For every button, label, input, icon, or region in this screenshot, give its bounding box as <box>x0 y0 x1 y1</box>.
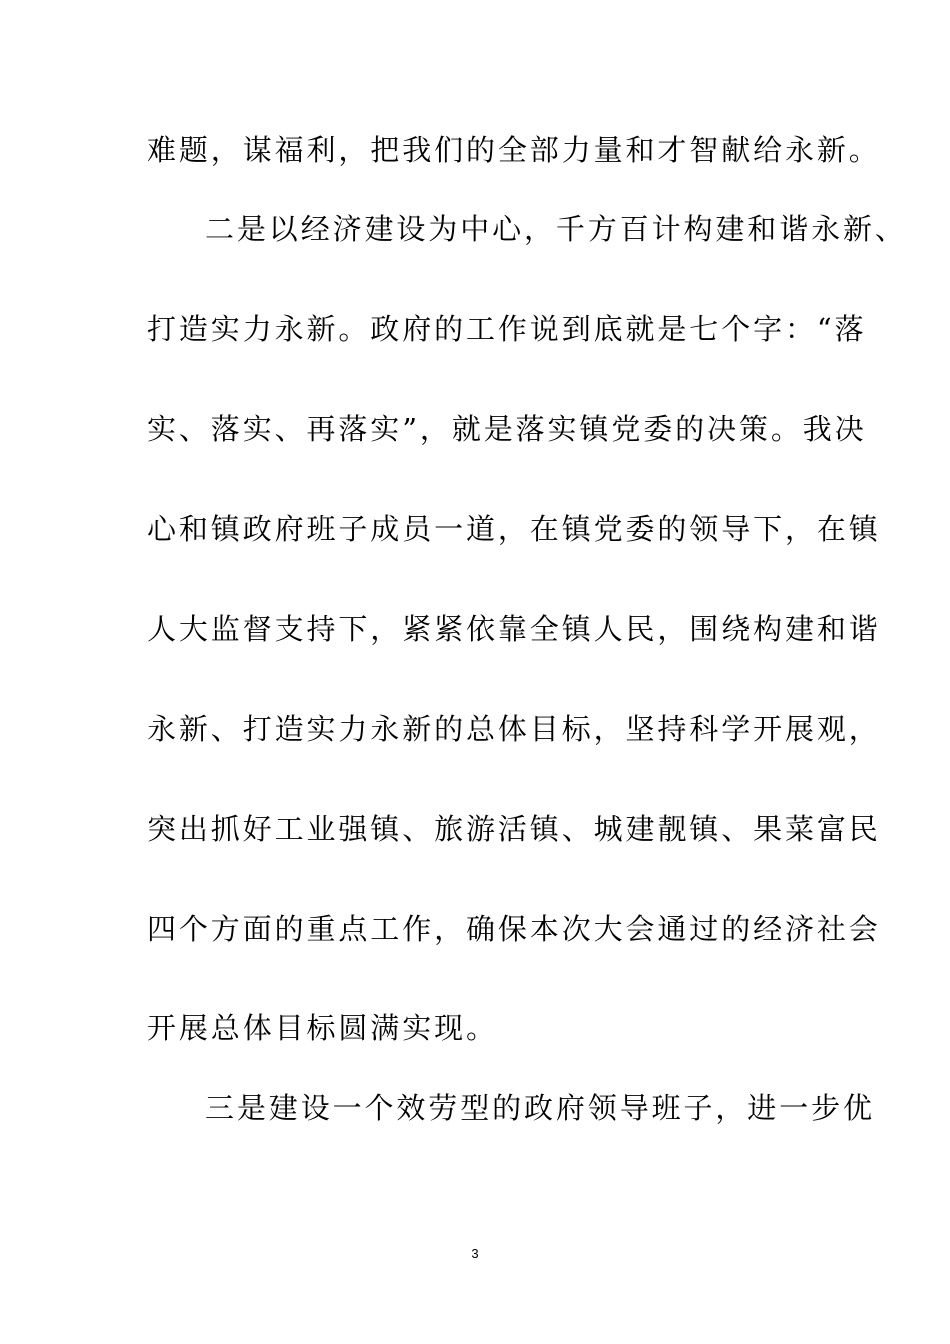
text-line: 四个方面的重点工作，确保本次大会通过的经济社会 <box>147 912 881 946</box>
text-line: 实、落实、再落实”，就是落实镇党委的决策。我决 <box>147 412 867 446</box>
paragraph-first-line: 二是以经济建设为中心，千方百计构建和谐永新、 <box>205 212 907 246</box>
text-line: 开展总体目标圆满实现。 <box>147 1011 498 1045</box>
paragraph-first-line: 三是建设一个效劳型的政府领导班子，进一步优 <box>205 1091 875 1125</box>
text-line: 难题，谋福利，把我们的全部力量和才智献给永新。 <box>147 133 881 167</box>
text-line: 突出抓好工业强镇、旅游活镇、城建靓镇、果菜富民 <box>147 812 881 846</box>
text-line: 人大监督支持下，紧紧依靠全镇人民，围绕构建和谐 <box>147 612 881 646</box>
text-line: 永新、打造实力永新的总体目标，坚持科学开展观， <box>147 712 881 746</box>
page-number: 3 <box>471 1246 479 1261</box>
text-line: 打造实力永新。政府的工作说到底就是七个字：“落 <box>147 312 867 346</box>
text-line: 心和镇政府班子成员一道，在镇党委的领导下，在镇 <box>147 512 881 546</box>
